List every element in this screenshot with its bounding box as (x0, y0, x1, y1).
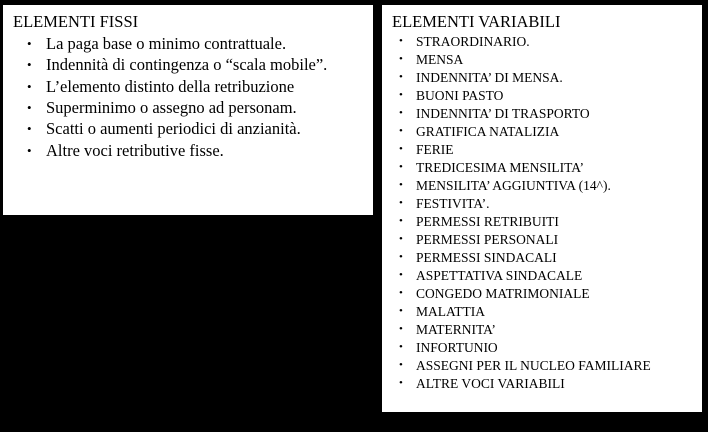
list-item (392, 339, 694, 357)
list-item (392, 321, 694, 339)
list-item-label: PERMESSI RETRIBUITI (416, 214, 559, 230)
panel-elementi-variabili (381, 4, 703, 413)
bullet-icon: • (399, 53, 403, 66)
list-item (392, 123, 694, 141)
list-item-label: STRAORDINARIO. (416, 34, 530, 50)
list-item (392, 105, 694, 123)
bullet-icon: • (27, 142, 32, 158)
panel-elementi-fissi (2, 4, 374, 216)
list-item-label: MATERNITA’ (416, 322, 496, 338)
list-item-label: La paga base o minimo contrattuale. (46, 34, 287, 54)
list-elementi-fissi (13, 33, 365, 161)
list-item-label: L’elemento distinto della retribuzione (46, 76, 295, 96)
bullet-icon: • (399, 107, 403, 120)
list-item (13, 33, 365, 54)
bullet-icon: • (399, 35, 403, 48)
bullet-icon: • (399, 251, 403, 264)
bullet-icon: • (399, 143, 403, 156)
list-item (392, 141, 694, 159)
bullet-icon: • (399, 287, 403, 300)
list-item-label: PERMESSI PERSONALI (416, 232, 559, 248)
bullet-icon: • (399, 233, 403, 246)
list-item (13, 118, 365, 139)
list-item-label: INDENNITA’ DI MENSA. (416, 70, 563, 86)
list-item (392, 33, 694, 51)
panel-title-elementi-variabili: ELEMENTI VARIABILI (392, 12, 561, 31)
list-item (392, 195, 694, 213)
list-item (13, 76, 365, 97)
list-item-label: PERMESSI SINDACALI (416, 250, 557, 266)
list-item (13, 140, 365, 161)
list-item-label: ASPETTATIVA SINDACALE (416, 268, 583, 284)
list-item-label: Altre voci retributive fisse. (46, 140, 224, 160)
list-item-label: GRATIFICA NATALIZIA (416, 124, 560, 140)
list-item (13, 54, 365, 75)
bullet-icon: • (399, 341, 403, 354)
bullet-icon: • (399, 269, 403, 282)
list-item (392, 51, 694, 69)
list-item-label: CONGEDO MATRIMONIALE (416, 286, 590, 302)
bullet-icon: • (399, 359, 403, 372)
list-item (392, 375, 694, 393)
bullet-icon: • (399, 89, 403, 102)
bullet-icon: • (399, 71, 403, 84)
bullet-icon: • (27, 99, 32, 115)
list-item (392, 357, 694, 375)
list-item (392, 177, 694, 195)
list-item (392, 303, 694, 321)
list-item-label: INDENNITA’ DI TRASPORTO (416, 106, 590, 122)
list-item (392, 159, 694, 177)
list-item-label: FESTIVITA’. (416, 196, 490, 212)
list-item (392, 213, 694, 231)
bullet-icon: • (27, 78, 32, 94)
list-item-label: Superminimo o assegno ad personam. (46, 97, 297, 117)
bullet-icon: • (399, 125, 403, 138)
list-item (392, 87, 694, 105)
list-elementi-variabili (392, 33, 694, 393)
list-item-label: MENSA (416, 52, 464, 68)
list-item (392, 69, 694, 87)
bullet-icon: • (399, 197, 403, 210)
list-item-label: MENSILITA’ AGGIUNTIVA (14^). (416, 178, 611, 194)
bullet-icon: • (399, 179, 403, 192)
list-item (392, 231, 694, 249)
list-item-label: INFORTUNIO (416, 340, 498, 356)
list-item-label: ALTRE VOCI VARIABILI (416, 376, 565, 392)
list-item-label: Indennità di contingenza o “scala mobile”. (46, 55, 328, 75)
list-item (392, 249, 694, 267)
list-item-label: TREDICESIMA MENSILITA’ (416, 160, 585, 176)
list-item-label: ASSEGNI PER IL NUCLEO FAMILIARE (416, 358, 651, 374)
bullet-icon: • (399, 215, 403, 228)
bullet-icon: • (399, 377, 403, 390)
bullet-icon: • (27, 36, 32, 52)
list-item-label: BUONI PASTO (416, 88, 504, 104)
bullet-icon: • (399, 323, 403, 336)
list-item (392, 267, 694, 285)
bullet-icon: • (27, 57, 32, 73)
list-item (392, 285, 694, 303)
panel-title-elementi-fissi: ELEMENTI FISSI (13, 12, 139, 31)
list-item-label: Scatti o aumenti periodici di anzianità. (46, 119, 301, 139)
bullet-icon: • (399, 161, 403, 174)
list-item-label: FERIE (416, 142, 454, 158)
bullet-icon: • (399, 305, 403, 318)
list-item-label: MALATTIA (416, 304, 485, 320)
list-item (13, 97, 365, 118)
bullet-icon: • (27, 121, 32, 137)
